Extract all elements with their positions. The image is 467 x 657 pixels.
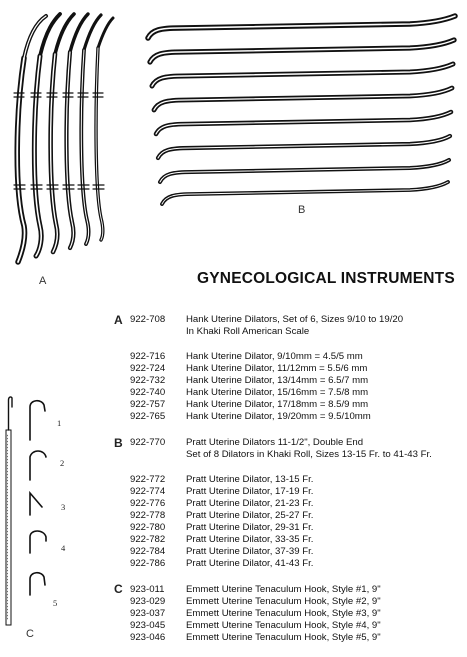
list-item (130, 363, 367, 374)
list-item (130, 632, 381, 643)
pratt-dilator-8 (162, 182, 448, 204)
section-b-header (130, 437, 363, 448)
list-item (130, 399, 368, 410)
item-desc: Pratt Uterine Dilator, 29-31 Fr. (186, 522, 314, 533)
list-item (130, 620, 381, 631)
item-desc: Pratt Uterine Dilator, 13-15 Fr. (186, 474, 314, 485)
item-code: 922-780 (130, 522, 166, 533)
pratt-dilator-2 (150, 40, 454, 62)
list-item (130, 375, 368, 386)
item-desc: Pratt Uterine Dilators 11-1/2", Double End (186, 437, 364, 448)
section-b-header-line2: Set of 8 Dilators in Khaki Roll, Sizes 13-15 Fr. to 41-43 Fr. (186, 449, 432, 460)
list-item (130, 584, 381, 595)
hook-number-5: 5 (53, 598, 58, 608)
pratt-dilator-5 (156, 112, 451, 134)
hank-dilator-6 (93, 18, 113, 240)
pratt-dilator-7 (160, 160, 449, 182)
list-item (130, 411, 371, 422)
list-item (130, 546, 313, 557)
item-code: 922-765 (130, 411, 166, 422)
section-a-header (130, 314, 403, 325)
section-a-letter: A (114, 313, 123, 327)
item-code: 922-708 (130, 314, 166, 325)
hook-number-4: 4 (61, 543, 66, 553)
item-code: 922-774 (130, 486, 166, 497)
item-code: 922-724 (130, 363, 166, 374)
figure-label-b: B (298, 204, 306, 216)
hook-number-3: 3 (61, 502, 66, 512)
item-desc: Emmett Uterine Tenaculum Hook, Style #2, 9" (186, 596, 381, 607)
hank-dilators-illustration (0, 0, 130, 285)
item-code: 922-732 (130, 375, 166, 386)
item-desc: Hank Uterine Dilator, 13/14mm = 6.5/7 mm (186, 375, 369, 386)
list-item (130, 387, 368, 398)
item-code: 922-740 (130, 387, 166, 398)
figure-label-a: A (39, 275, 47, 287)
item-desc: Emmett Uterine Tenaculum Hook, Style #1, 9" (186, 584, 381, 595)
item-desc: Emmett Uterine Tenaculum Hook, Style #4, 9" (186, 620, 381, 631)
item-desc: Emmett Uterine Tenaculum Hook, Style #5, 9" (186, 632, 381, 643)
item-code: 923-046 (130, 632, 166, 643)
item-desc: Emmett Uterine Tenaculum Hook, Style #3, 9" (186, 608, 381, 619)
item-code: 922-757 (130, 399, 166, 410)
list-item (130, 351, 363, 362)
hook-style-3 (30, 493, 42, 515)
item-desc: Hank Uterine Dilator, 11/12mm = 5.5/6 mm (186, 363, 368, 374)
list-item (130, 498, 313, 509)
list-item (130, 486, 313, 497)
item-code: 923-011 (130, 584, 165, 595)
section-c-letter: C (114, 582, 123, 596)
item-code: 922-770 (130, 437, 166, 448)
item-code: 922-716 (130, 351, 166, 362)
hook-style-2 (30, 451, 46, 480)
pratt-dilator-1 (148, 16, 455, 38)
section-a-header-line2: In Khaki Roll American Scale (186, 326, 310, 337)
item-code: 923-045 (130, 620, 166, 631)
pratt-dilators-illustration (140, 0, 467, 215)
section-b-letter: B (114, 436, 123, 450)
item-desc: Pratt Uterine Dilator, 41-43 Fr. (186, 558, 314, 569)
item-desc: Pratt Uterine Dilator, 37-39 Fr. (186, 546, 314, 557)
list-item (130, 596, 381, 607)
list-item (130, 522, 313, 533)
item-desc: Pratt Uterine Dilator, 33-35 Fr. (186, 534, 314, 545)
item-code: 923-029 (130, 596, 166, 607)
hook-handle (6, 397, 12, 625)
item-code: 923-037 (130, 608, 166, 619)
item-code: 922-782 (130, 534, 166, 545)
list-item (130, 608, 381, 619)
item-desc: Hank Uterine Dilator, 9/10mm = 4.5/5 mm (186, 351, 363, 362)
item-desc: Pratt Uterine Dilator, 25-27 Fr. (186, 510, 314, 521)
list-item (130, 534, 313, 545)
pratt-dilator-6 (158, 136, 450, 158)
item-desc: Hank Uterine Dilator, 19/20mm = 9.5/10mm (186, 411, 371, 422)
item-desc: Pratt Uterine Dilator, 21-23 Fr. (186, 498, 314, 509)
list-item (130, 510, 313, 521)
item-desc: Hank Uterine Dilator, 17/18mm = 8.5/9 mm (186, 399, 369, 410)
item-desc: Pratt Uterine Dilator, 17-19 Fr. (186, 486, 314, 497)
page-title: GYNECOLOGICAL INSTRUMENTS (197, 270, 455, 287)
pratt-dilator-4 (154, 88, 452, 110)
list-item (130, 474, 313, 485)
item-code: 922-778 (130, 510, 166, 521)
hook-style-5 (30, 573, 45, 595)
hook-number-1: 1 (57, 418, 62, 428)
item-desc: Hank Uterine Dilators, Set of 6, Sizes 9/10 to 19/20 (186, 314, 404, 325)
emmett-hooks-illustration (0, 395, 70, 630)
item-desc: Hank Uterine Dilator, 15/16mm = 7.5/8 mm (186, 387, 369, 398)
item-code: 922-776 (130, 498, 166, 509)
hook-number-2: 2 (60, 458, 65, 468)
item-code: 922-772 (130, 474, 166, 485)
list-item (130, 558, 313, 569)
figure-label-c: C (26, 628, 34, 640)
pratt-dilator-3 (152, 64, 453, 86)
item-code: 922-786 (130, 558, 166, 569)
hook-style-1 (30, 401, 45, 440)
hook-style-4 (30, 531, 46, 553)
item-code: 922-784 (130, 546, 166, 557)
